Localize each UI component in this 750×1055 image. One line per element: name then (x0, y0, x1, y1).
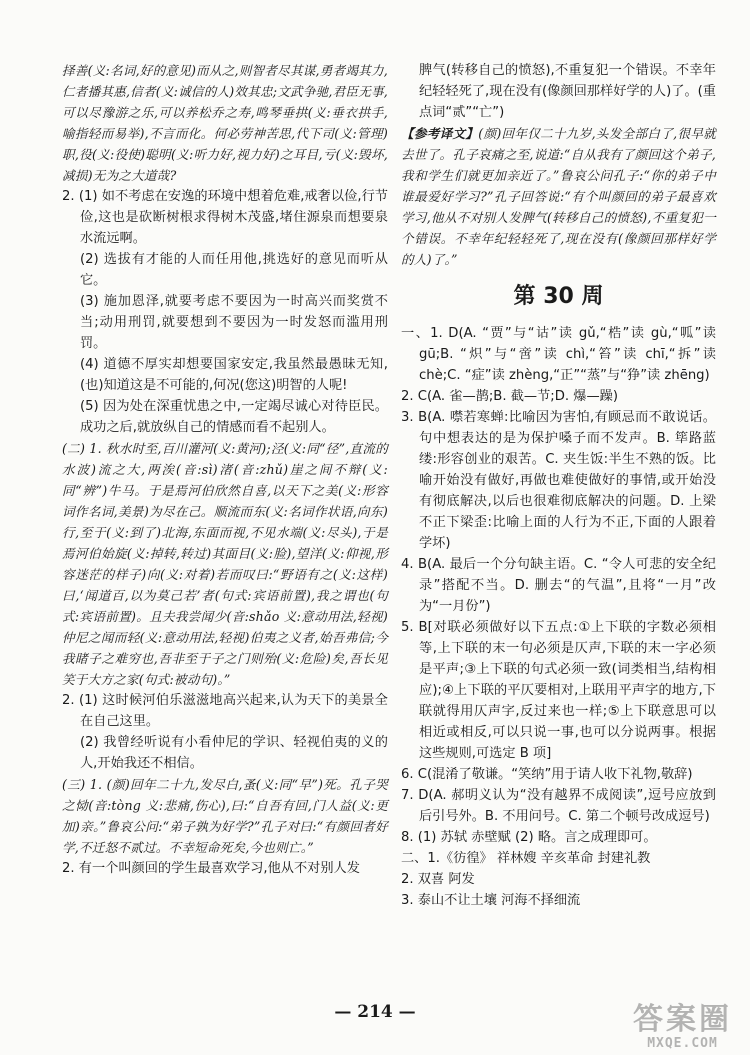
answer-paragraph (62, 354, 388, 396)
answer-text: (4) 道德不厚实却想要国家安定,我虽然最愚昧无知,(也)知道这是不可能的,何况(您这)明智的人呢! (80, 357, 388, 393)
answer-paragraph (401, 848, 716, 869)
answer-paragraph (401, 617, 716, 764)
reference-translation-label: 【参考译文】 (401, 126, 479, 141)
answer-paragraph (401, 785, 716, 827)
answer-text: (颜)回年仅二十九岁,头发全部白了,很早就去世了。孔子哀痛之至,说道:“自从我有了颜回这个弟子,我和学生们就更加亲近了。”鲁哀公问孔子:“你的弟子中谁最爱好学习?”孔子回答说:“有个叫颜回的弟子最喜欢学习,他从不对别人发脾气(转移自己的愤怒),不重复犯一个错误。不幸年纪轻轻死了,现在没有(像颜回那样好学的人)了。” (401, 126, 716, 267)
answer-paragraph (62, 690, 388, 732)
right-column-top (401, 60, 716, 270)
answer-paragraph (401, 869, 716, 890)
answer-text: 3. 泰山不让土壤 河海不择细流 (401, 893, 581, 908)
answer-text: 2. (1) 如不考虑在安逸的环境中想着危难,戒奢以俭,行节俭,这也是砍断树根求得树木茂盛,堵住源泉而想要泉水流远啊。 (62, 189, 388, 246)
answer-paragraph (401, 890, 716, 911)
answer-text: 择善(义:名词,好的意见)而从之,则智者尽其谋,勇者竭其力,仁者播其惠,信者(义:诚信的人)效其忠;文武争驰,君臣无事,可以尽豫游之乐,可以养松乔之寿,鸣琴垂拱(义:垂衣拱手,喻指轻而易举),不言而化。何必劳神苦思,代下司(义:管理)职,役(义:役使)聪明(义:听力好,视力好)之耳目,亏(义:毁坏,减损)无为之大道哉? (62, 63, 388, 183)
answer-text: 2. (1) 这时候河伯乐滋滋地高兴起来,认为天下的美景全在自己这里。 (62, 693, 388, 729)
answer-text: 8. (1) 苏轼 赤壁赋 (2) 略。言之成理即可。 (401, 830, 657, 845)
watermark-site: MXQE.COM (647, 1036, 718, 1051)
answer-paragraph (62, 249, 388, 291)
answer-text: 2. C(A. 雀—鹊;B. 截—节;D. 爆—躁) (401, 389, 618, 404)
answer-paragraph (401, 554, 716, 617)
answer-text: (2) 我曾经听说有小看仲尼的学识、轻视伯夷的义的人,开始我还不相信。 (80, 735, 388, 771)
week-title: 第 30 周 (513, 284, 604, 309)
answer-paragraph (401, 323, 716, 386)
answer-text: (二) 1. 秋水时至,百川灌河(义:黄河);泾(义:同“径”,直流的水波)流之大,两涘(音:sì)渚(音:zhǔ)崖之间不辩(义:同“辨”)牛马。于是焉河伯欣然自喜,以天下之美(义:形容词作名词,美景)为尽在己。顺流而东(义:名词作状语,向东)行,至于(义:到了)北海,东面而视,不见水端(义:尽头),于是焉河伯始旋(义:掉转,转过)其面目(义:脸),望洋(义:仰视,形容迷茫的样子)向(义:对着)若而叹曰:“野语有之(义:这样)曰,‘闻道百,以为莫己若’者(句式:宾语前置),我之谓也(句式:宾语前置)。且夫我尝闻少(音:shǎo 义:意动用法,轻视)仲尼之闻而轻(义:意动用法,轻视)伯夷之义者,始吾弗信;今我睹子之难穷也,吾非至于子之门则殆(义:危险)矣,吾长见笑于大方之家(句式:被动句)。” (62, 441, 388, 687)
answer-text: 6. C(混淆了敬谦。“笑纳”用于请人收下礼物,敬辞) (401, 767, 693, 782)
watermark-logo (633, 1004, 732, 1051)
answer-paragraph (401, 123, 716, 270)
answer-text: 7. D(A. 郝明义认为“没有越界不成阅读”,逗号应放到后引号外。B. 不用问号。C. 第二个顿号改成逗号) (401, 788, 716, 824)
answer-paragraph (62, 396, 388, 438)
answer-paragraph (62, 291, 388, 354)
answer-paragraph (62, 732, 388, 774)
answer-paragraph (62, 186, 388, 249)
answer-paragraph (401, 764, 716, 785)
left-column (62, 60, 388, 879)
answer-paragraph (401, 386, 716, 407)
answer-text: 二、1.《彷徨》 祥林嫂 辛亥革命 封建礼教 (401, 851, 651, 866)
answer-text: 一、1. D(A. “贾”与“诂”读 gǔ,“梏”读 gù,“呱”读 gū;B. “炽”与“啻”读 chì,“笞”读 chī,“拆”读 chè;C. “症”读 zhèng,“正”“蒸”与“狰”读 zhēng) (401, 326, 716, 383)
answer-paragraph (401, 60, 716, 123)
answer-paragraph (62, 774, 388, 858)
answer-text: (2) 选拔有才能的人而任用他,挑选好的意见而听从它。 (80, 252, 388, 288)
answer-paragraph (62, 60, 388, 186)
answer-text: 2. 有一个叫颜回的学生最喜欢学习,他从不对别人发 (62, 861, 360, 876)
answer-text: (三) 1. (颜)回年二十九,发尽白,蚤(义:同“早”)死。孔子哭之恸(音:tòng 义:悲痛,伤心),曰:“自吾有回,门人益(义:更加)亲。”鲁哀公问:“弟子孰为好学?”孔子对曰:“有颜回者好学,不迁怒不贰过。不幸短命死矣,今也则亡。” (62, 777, 388, 855)
right-column-bottom (401, 323, 716, 911)
answer-paragraph (401, 407, 716, 554)
answer-text: (5) 因为处在深重忧患之中,一定竭尽诚心对待臣民。成功之后,就放纵自己的情感而看不起别人。 (80, 399, 388, 435)
right-column (401, 60, 716, 911)
answer-paragraph (62, 858, 388, 879)
answer-text: (3) 施加恩泽,就要考虑不要因为一时高兴而奖赏不当;动用刑罚,就要想到不要因为一时发怒而滥用刑罚。 (80, 294, 388, 351)
answer-text: 5. B[对联必须做好以下五点:①上下联的字数必须相等,上下联的末一句必须是仄声,下联的末一字必须是平声;③上下联的句式必须一致(词类相当,结构相应);④上下联的平仄要相对,上联用平声字的地方,下联就得用仄声字,反过来也一样;⑤上下联意思可以相近或相反,可以只说一事,也可以分说两事。根据这些规则,可选定 B 项] (401, 620, 716, 761)
answer-text: 2. 双喜 阿发 (401, 872, 475, 887)
answer-paragraph (401, 827, 716, 848)
answer-text: 脾气(转移自己的愤怒),不重复犯一个错误。不幸年纪轻轻死了,现在没有(像颜回那样好学的人)了。(重点词“贰”“亡”) (419, 63, 716, 120)
answer-paragraph (62, 438, 388, 690)
page-number: — 214 — (334, 1002, 416, 1022)
answer-text: 3. B(A. 噤若寒蝉:比喻因为害怕,有顾忌而不敢说话。句中想表达的是为保护嗓子而不发声。B. 筚路蓝缕:形容创业的艰苦。C. 夹生饭:半生不熟的饭。比喻开始没有做好,再做也难使做好的事情,或开始没有彻底解决,以后也很难彻底解决的问题。D. 上梁不正下梁歪:比喻上面的人行为不正,下面的人跟着学坏) (401, 410, 716, 551)
answer-text: 4. B(A. 最后一个分句缺主语。C. “令人可悲的安全纪录”搭配不当。D. 删去“的气温”,且将“一月”改为“一月份”) (401, 557, 716, 614)
watermark-logo-text: 答案圈 (633, 1002, 732, 1037)
